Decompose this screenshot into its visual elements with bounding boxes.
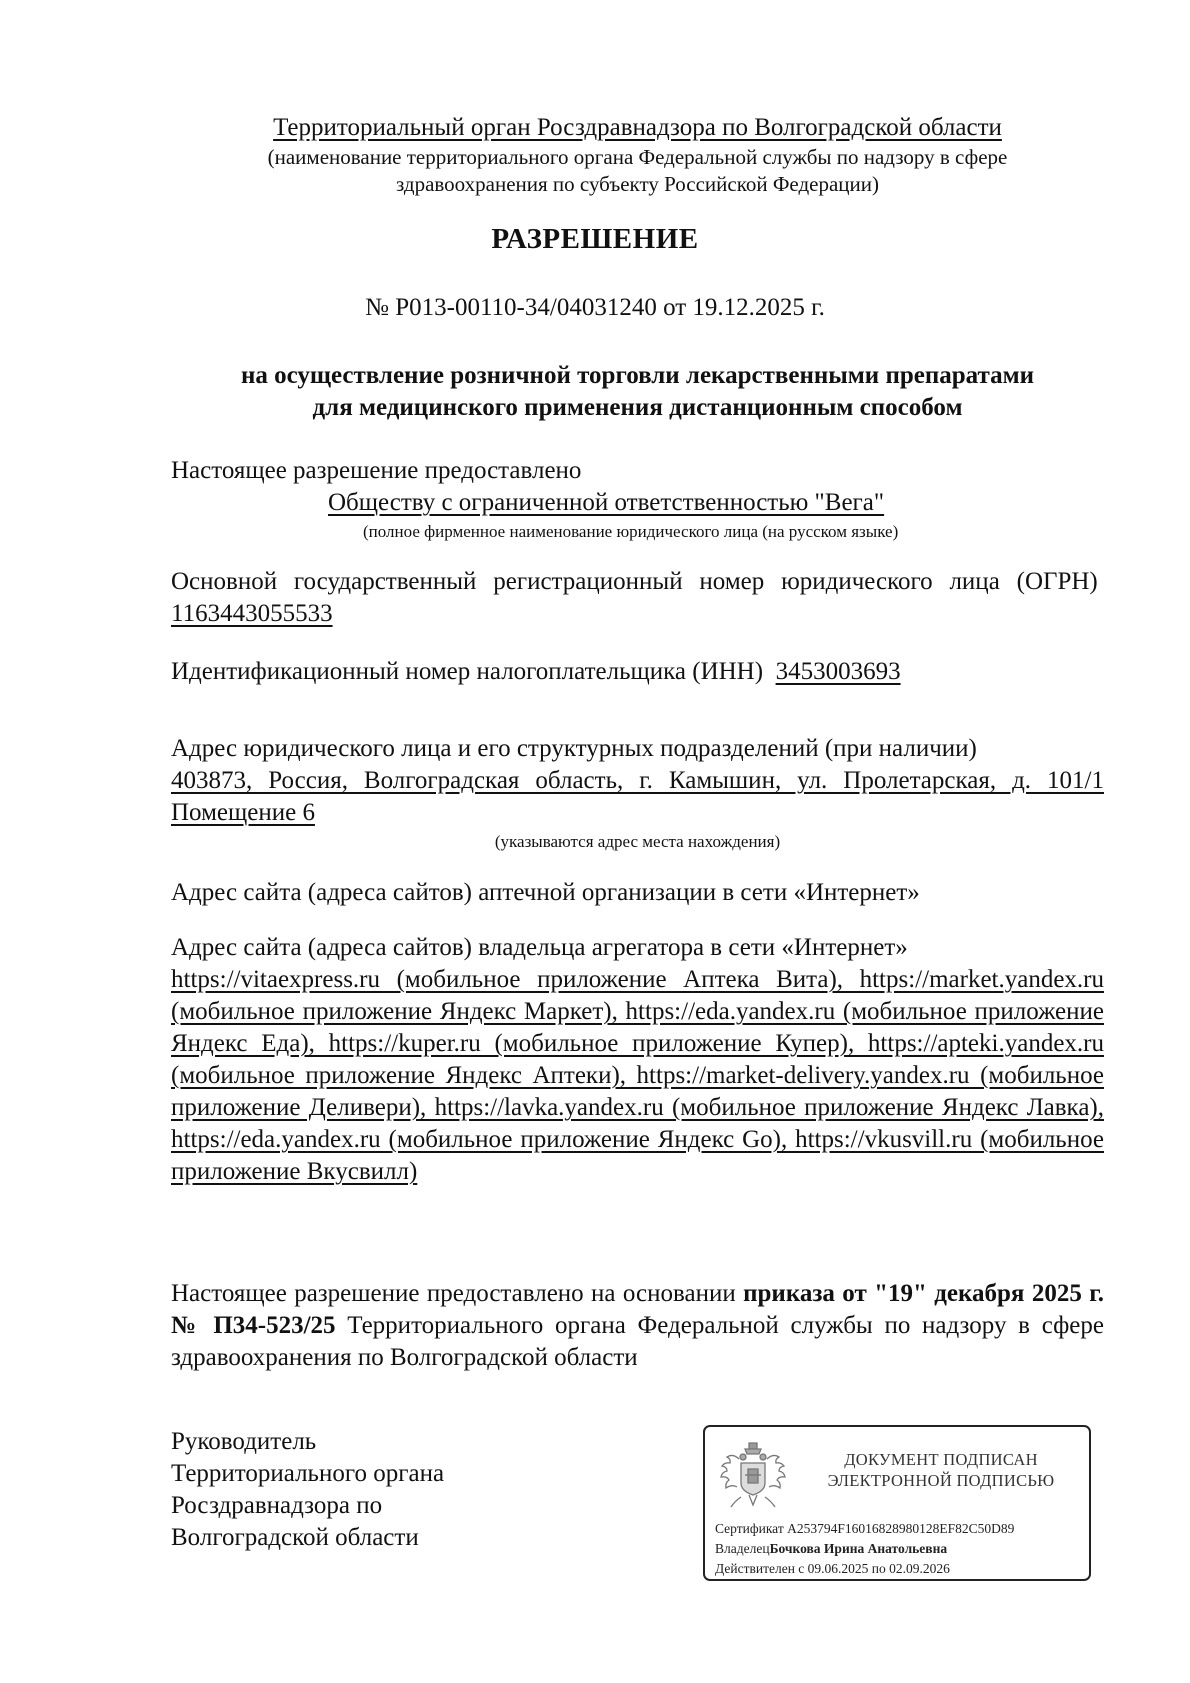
address-caption: (указываются адрес места нахождения) [494,832,781,851]
permit-subject-line2: для медицинского применения дистанционным способом [312,394,963,421]
issuing-authority-header [171,112,1104,198]
ogrn-value: 1163443055533 [171,600,333,627]
basis-order-reference: приказа от "19" декабря 2025 г. № П34-523/25 [171,1280,1104,1339]
signer-line3: Росздравнадзора по [171,1492,383,1519]
address-section [171,733,1104,853]
stamp-heading [801,1449,1081,1491]
authority-caption-line1: (наименование территориального органа Федеральной службы по надзору в сфере [267,145,1008,169]
address-label: Адрес юридического лица и его структурных подразделений (при наличии) [171,735,977,762]
coat-of-arms-icon [719,1437,787,1511]
permit-subject [171,360,1104,424]
aggregator-sites-list: https://vitaexpress.ru (мобильное приложение Аптека Вита), https://market.yandex.ru (мобильное приложение Яндекс Маркет), https://eda.yandex.ru (мобильное приложение Яндекс Еда), https://kuper.ru (мобильное приложение Купер), https://apteki.yandex.ru (мобильное приложение Яндекс Аптеки), https://market-delivery.yandex.ru (мобильное приложение Деливери), https://lavka.yandex.ru (мобильное приложение Яндекс Лавка), https://eda.yandex.ru (мобильное приложение Яндекс Go), https://vkusvill.ru (мобильное приложение Вкусвилл) [171,966,1104,1185]
pharmacy-sites-label: Адрес сайта (адреса сайтов) аптечной организации в сети «Интернет» [171,879,920,906]
signer-line1: Руководитель [171,1428,317,1455]
inn-value: 3453003693 [775,658,901,685]
ogrn-label: Основной государственный регистрационный номер юридического лица (ОГРН) [171,568,1098,595]
inn-section [171,656,1104,688]
inn-label: Идентификационный номер налогоплательщика (ИНН) [171,658,764,685]
stamp-certificate [715,1519,1014,1539]
address-value: 403873, Россия, Волгоградская область, г. Камышин, ул. Пролетарская, д. 101/1 Помещение 6 [171,767,1104,826]
basis-text-after: Территориального органа Федеральной службы по надзору в сфере здравоохранения по Волгоградской области [171,1312,1104,1371]
aggregator-sites-label: Адрес сайта (адреса сайтов) владельца агрегатора в сети «Интернет» [171,934,908,961]
signer-position [171,1426,444,1554]
grantee-section [171,455,1104,543]
permit-number: № Р013-00110-34/04031240 от 19.12.2025 г. [365,294,825,321]
grantee-caption: (полное фирменное наименование юридического лица (на русском языке) [363,522,899,541]
issuing-authority-name: Территориальный орган Росздравнадзора по Волгоградской области [273,114,1002,141]
signer-line4: Волгоградской области [171,1524,419,1551]
certificate-label: Сертификат [715,1521,788,1536]
owner-label: Владелец [715,1541,770,1556]
stamp-owner [715,1539,1014,1559]
stamp-heading-line1: ДОКУМЕНТ ПОДПИСАН [844,1450,1038,1469]
stamp-details [715,1519,1014,1579]
grantee-name: Обществу с ограниченной ответственностью "Вега" [328,489,885,516]
pharmacy-sites-section [171,877,1104,909]
grantee-intro: Настоящее разрешение предоставлено [171,457,582,484]
basis-text-before: Настоящее разрешение предоставлено на основании [171,1280,744,1307]
ogrn-section [171,566,1104,630]
owner-value: Бочкова Ирина Анатольевна [769,1541,948,1556]
basis-section [171,1278,1104,1374]
signer-line2: Территориального органа [171,1460,445,1487]
stamp-validity: Действителен с 09.06.2025 по 02.09.2026 [715,1561,950,1576]
document-title: РАЗРЕШЕНИЕ [491,223,699,255]
certificate-value: A253794F16016828980128EF82C50D89 [787,1521,1015,1536]
stamp-heading-line2: ЭЛЕКТРОННОЙ ПОДПИСЬЮ [827,1471,1055,1490]
authority-caption-line2: здравоохранения по субъекту Российской Федерации) [395,172,880,196]
aggregator-sites-section [171,932,1104,1188]
permit-subject-line1: на осуществление розничной торговли лекарственными препаратами [240,362,1035,389]
electronic-signature-stamp [703,1425,1091,1581]
